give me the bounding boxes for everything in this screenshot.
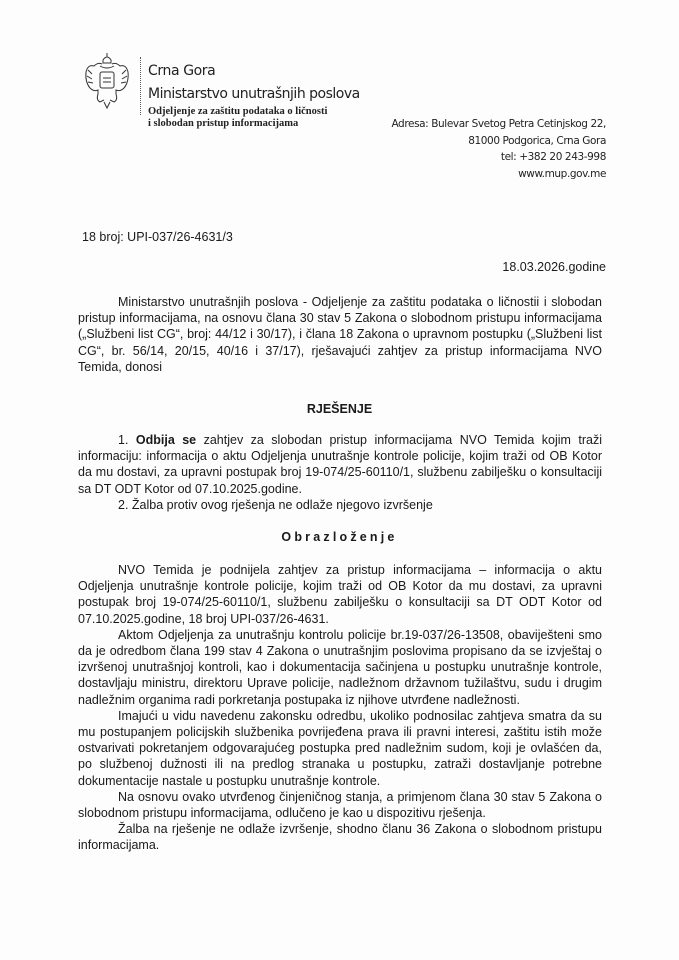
decision-items [78,432,602,513]
preamble-paragraph: Ministarstvo unutrašnjih poslova - Odjeljenje za zaštitu podataka o ličnostii i slobodan pristup informacijama, na osnovu člana 30 stav 5 Zakona o slobodnom pristupu informacijama („Službeni list CG“, broj: 44/12 i 30/17), i člana 18 Zakona o upravnom postupku („Službeni list CG“, br. 56/14, 20/15, 40/16 i 37/17), rješavajući zahtjev za pristup informacijama NVO Temida, donosi [78,295,602,374]
reasoning-paragraph: Na osnovu ovako utvrđenog činjeničnog stanja, a primjenom člana 30 stav 5 Zakona o slobodnom pristupu informacijama, odlučeno je kao u dispozitivu rješenja. [78,789,602,821]
reasoning-paragraph: NVO Temida je podnijela zahtjev za pristup informacijama – informacija o aktu Odjeljenja unutrašnje kontrole policije, kojim traži od OB Kotor da mu dostavi, za upravni postupak broj 19-074/25-60110/1, službenu zabilješku o konsultaciji sa DT ODT Kotor od 07.10.2025.godine, 18 broj UPI-037/26-4631. [78,563,602,626]
montenegro-coat-of-arms-icon [82,52,132,112]
reasoning-body [78,562,602,854]
reasoning-paragraph: Žalba na rješenje ne odlaže izvršenje, shodno članu 36 Zakona o slobodnom pristupu informacijama. [78,822,602,853]
reference-number: 18 broj: UPI-037/26-4631/3 [82,230,233,244]
website-link: www.mup.gov.me [518,167,606,180]
decision-bold-lead: Odbija se [135,433,197,447]
contact-block [391,116,606,182]
reasoning-title: Obrazloženje [281,530,398,544]
ministry-name: Ministarstvo unutrašnjih poslova [148,86,360,102]
decision-item-2: 2. Žalba protiv ovog rješenja ne odlaže njegovo izvršenje [118,497,433,512]
letterhead-divider [140,57,142,115]
decision-title: RJEŠENJE [306,402,373,416]
reasoning-paragraph: Aktom Odjeljenja za unutrašnju kontrolu policije br.19-037/26-13508, obaviješteni smo da je odredbom člana 199 stav 4 Zakona o unutrašnjim poslovima propisano da se izvještaj o izvršenoj unutrašnjoj kontroli, kao i dokumentacija sačinjena u postupku unutrašnje kontrole, dostavljaju ministru, direktoru Uprave policije, nadležnom državnom tužilaštvu, sudu i drugim nadležnim organima radi porkretanja postupaka iz njihove utvrđene nadležnosti. [78,627,602,707]
reasoning-paragraph: Imajući u vidu navedenu zakonsku odredbu, ukoliko podnosilac zahtjeva smatra da su mu postupanjem policijskih službenika povrijeđena prava ili pravni interesi, zaštitu istih može ostvarivati pokretanjem odgovarajućeg postupka pred nadležnim sudom, koji je ovlašćen da, po službenoj dužnosti ili na predlog stranaka u postupku, zatraži dostavljanje potrebne dokumentacije nastale u postupku unutrašnje kontrole. [78,708,602,788]
address-line-1: Adresa: Bulevar Svetog Petra Cetinjskog 22, [391,118,606,130]
document-date: 18.03.2026.godine [502,260,606,274]
decision-item-1: 1. Odbija se zahtjev za slobodan pristup informacijama NVO Temida kojim traži informaciju: informacija o aktu Odjeljenja unutrašnje kontrole policije, kojim traži od OB Kotor da mu dostavi, za upravni postupak broj 19-074/25-60110/1, službenu zabilješku o konsultaciji sa DT ODT Kotor od 07.10.2025.godine. [78,433,602,496]
phone-number: tel: +382 20 243-998 [500,151,606,163]
address-line-2: 81000 Podgorica, Crna Gora [468,134,606,147]
country-name: Crna Gora [148,63,216,79]
department-name: Odjeljenje za zaštitu podataka o ličnosti i slobodan pristup informacijama [148,106,328,129]
